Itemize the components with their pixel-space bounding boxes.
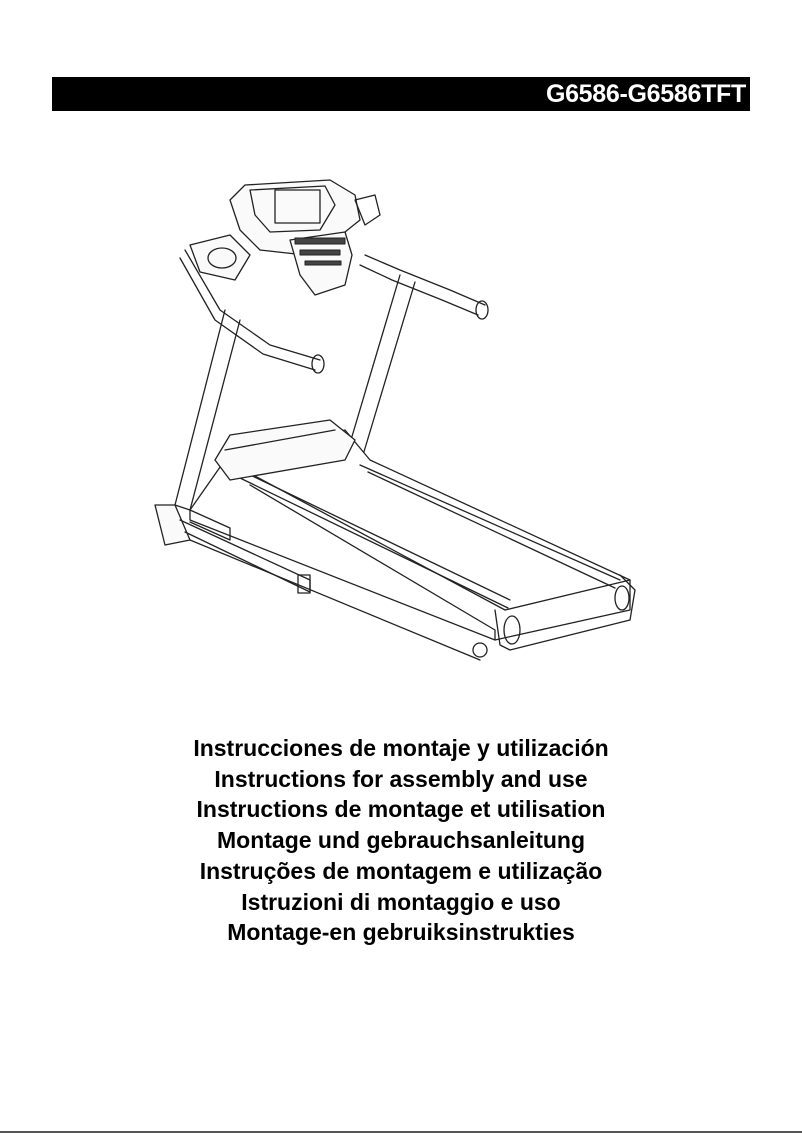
model-code: G6586-G6586TFT [545,80,746,108]
title-english: Instructions for assembly and use [214,765,588,792]
model-banner [52,77,750,111]
title-dutch: Montage-en gebruiksinstrukties [227,919,575,946]
title-italian: Istruzioni di montaggio e uso [241,888,561,915]
title-german: Montage und gebrauchsanleitung [216,827,585,854]
footer-rule [0,1131,802,1133]
title-list [0,733,802,948]
treadmill-illustration [130,160,650,670]
title-portuguese: Instruções de montagem e utilização [199,857,603,884]
title-spanish: Instrucciones de montaje y utilización [193,735,609,761]
title-french: Instructions de montage et utilisation [196,796,606,823]
